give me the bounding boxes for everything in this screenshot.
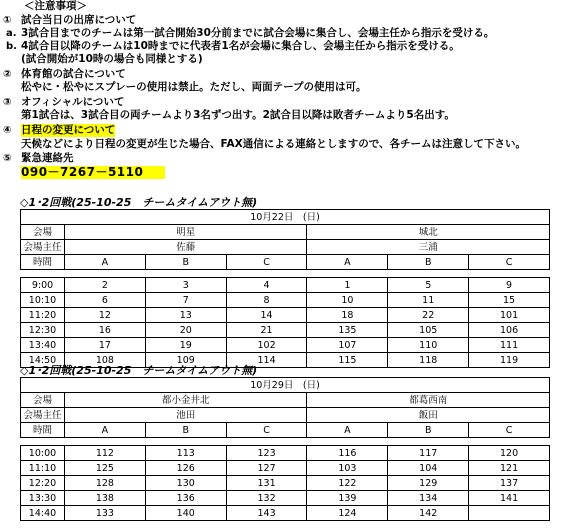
- match-cell: 8: [226, 293, 307, 308]
- match-cell: 101: [469, 308, 550, 323]
- match-cell: 134: [388, 491, 469, 506]
- venue-label: 会場: [21, 393, 65, 408]
- spacer-cell: [21, 438, 550, 446]
- court-header: C: [226, 423, 307, 438]
- note-heading-4-highlight: 日程の変更について: [21, 124, 116, 136]
- note-marker-3: ③: [3, 97, 12, 108]
- spacer-row: [21, 270, 550, 278]
- note-text-b-sub: (試合開始が10時の場合も同様とする): [21, 53, 203, 65]
- match-cell: 137: [469, 476, 550, 491]
- match-cell: 130: [145, 476, 226, 491]
- match-cell: 102: [226, 338, 307, 353]
- match-cell: 111: [469, 338, 550, 353]
- chief-name: 三浦: [307, 240, 550, 255]
- court-header: A: [65, 423, 146, 438]
- match-cell: 16: [65, 323, 146, 338]
- match-cell: 9: [469, 278, 550, 293]
- match-cell: 113: [145, 446, 226, 461]
- venue-row: [21, 225, 550, 240]
- match-cell: 116: [307, 446, 388, 461]
- match-cell: 2: [65, 278, 146, 293]
- schedule-1: [20, 196, 550, 368]
- match-cell: 124: [307, 506, 388, 521]
- time-cell: 13:40: [21, 338, 65, 353]
- note-marker-1: ①: [3, 15, 12, 26]
- match-cell: 106: [469, 323, 550, 338]
- time-label: 時間: [21, 423, 65, 438]
- match-cell: 105: [388, 323, 469, 338]
- match-cell: 117: [388, 446, 469, 461]
- time-cell: 14:40: [21, 506, 65, 521]
- table-row: [21, 506, 550, 521]
- match-cell: 119: [469, 353, 550, 368]
- time-cell: 11:10: [21, 461, 65, 476]
- note-heading-1: 試合当日の出席について: [21, 14, 137, 26]
- table-row: [21, 338, 550, 353]
- court-header: C: [226, 255, 307, 270]
- table-row: [21, 491, 550, 506]
- time-cell: 13:30: [21, 491, 65, 506]
- match-cell: 20: [145, 323, 226, 338]
- match-cell: 109: [145, 353, 226, 368]
- chief-row: [21, 408, 550, 423]
- match-cell: 112: [65, 446, 146, 461]
- emergency-phone: 090－7267－5110: [21, 166, 165, 179]
- note-marker-5: ⑤: [3, 153, 12, 164]
- venue-label: 会場: [21, 225, 65, 240]
- match-cell: 22: [388, 308, 469, 323]
- court-header: A: [307, 423, 388, 438]
- match-cell: 127: [226, 461, 307, 476]
- match-cell: 141: [469, 491, 550, 506]
- schedule-1-table: [20, 209, 550, 368]
- time-cell: 14:50: [21, 353, 65, 368]
- note-marker-2: ②: [3, 69, 12, 80]
- venue-name: 都葛西南: [307, 393, 550, 408]
- chief-label: 会場主任: [21, 408, 65, 423]
- match-cell: 10: [307, 293, 388, 308]
- venue-row: [21, 393, 550, 408]
- table-row: [21, 308, 550, 323]
- match-cell: 118: [388, 353, 469, 368]
- note-text-3: 第1試合は、3試合目の両チームより3名ずつ出す。2試合目以降は敗者チームより5名出す。: [21, 109, 455, 121]
- match-cell: 12: [65, 308, 146, 323]
- note-heading-3: オフィシャルについて: [21, 96, 125, 108]
- match-cell: 143: [226, 506, 307, 521]
- match-cell: 107: [307, 338, 388, 353]
- date-row: [21, 210, 550, 225]
- note-heading-5: 緊急連絡先: [21, 152, 74, 164]
- match-cell: 123: [226, 446, 307, 461]
- match-cell: 1: [307, 278, 388, 293]
- court-header: C: [469, 423, 550, 438]
- match-cell: [469, 506, 550, 521]
- time-label: 時間: [21, 255, 65, 270]
- match-cell: 140: [145, 506, 226, 521]
- match-cell: 6: [65, 293, 146, 308]
- match-cell: 18: [307, 308, 388, 323]
- match-cell: 125: [65, 461, 146, 476]
- time-cell: 10:10: [21, 293, 65, 308]
- schedule-1-date: 10月22日 (日): [21, 210, 550, 225]
- match-cell: 103: [307, 461, 388, 476]
- match-cell: 5: [388, 278, 469, 293]
- match-cell: 132: [226, 491, 307, 506]
- match-cell: 135: [307, 323, 388, 338]
- chief-name: 佐藤: [65, 240, 307, 255]
- match-cell: 115: [307, 353, 388, 368]
- table-row: [21, 278, 550, 293]
- spacer-cell: [21, 270, 550, 278]
- table-row: [21, 476, 550, 491]
- spacer-row: [21, 438, 550, 446]
- table-row: [21, 323, 550, 338]
- schedule-2-table: [20, 377, 550, 521]
- court-header: B: [145, 423, 226, 438]
- match-cell: 17: [65, 338, 146, 353]
- schedule-2: [20, 364, 550, 521]
- chief-name: 飯田: [307, 408, 550, 423]
- match-cell: 11: [388, 293, 469, 308]
- court-header: B: [388, 423, 469, 438]
- match-cell: 13: [145, 308, 226, 323]
- match-cell: 122: [307, 476, 388, 491]
- match-cell: 138: [65, 491, 146, 506]
- match-cell: 128: [65, 476, 146, 491]
- time-cell: 12:30: [21, 323, 65, 338]
- schedule-2-title: ◇1･2回戦(25-10-25 チームタイムアウト無): [20, 364, 258, 377]
- note-marker-a: a.: [6, 28, 17, 39]
- date-row: [21, 378, 550, 393]
- note-heading-2: 体育館の試合について: [21, 68, 126, 80]
- match-cell: 133: [65, 506, 146, 521]
- time-cell: 10:00: [21, 446, 65, 461]
- match-cell: 126: [145, 461, 226, 476]
- match-cell: 142: [388, 506, 469, 521]
- note-marker-4: ④: [3, 125, 12, 136]
- table-row: [21, 461, 550, 476]
- time-cell: 12:20: [21, 476, 65, 491]
- note-text-2: 松やに・松やにスプレーの使用は禁止。ただし、両面テープの使用は可。: [21, 81, 367, 93]
- match-cell: 108: [65, 353, 146, 368]
- notes-header: ＜注意事項＞: [24, 0, 87, 12]
- chief-row: [21, 240, 550, 255]
- note-text-b: 4試合目以降のチームは10時までに代表者1名が会場に集合し、会場主任から指示を受ける。: [21, 40, 460, 52]
- court-header: B: [145, 255, 226, 270]
- match-cell: 14: [226, 308, 307, 323]
- schedule-1-title: ◇1･2回戦(25-10-25 チームタイムアウト無): [20, 196, 258, 209]
- note-text-a: 3試合目までのチームは第一試合開始30分前までに試合会場に集合し、会場主任から指示を受ける。: [21, 27, 495, 39]
- match-cell: 3: [145, 278, 226, 293]
- match-cell: 15: [469, 293, 550, 308]
- match-cell: 7: [145, 293, 226, 308]
- match-cell: 114: [226, 353, 307, 368]
- court-header: A: [65, 255, 146, 270]
- time-cell: 11:20: [21, 308, 65, 323]
- note-text-4: 天候などにより日程の変更が生じた場合、FAX通信による連絡としますので、各チームは注意して下さい。: [21, 138, 526, 150]
- match-cell: 129: [388, 476, 469, 491]
- note-marker-b: b.: [6, 41, 17, 52]
- match-cell: 121: [469, 461, 550, 476]
- match-cell: 120: [469, 446, 550, 461]
- match-cell: 139: [307, 491, 388, 506]
- match-cell: 110: [388, 338, 469, 353]
- chief-name: 池田: [65, 408, 307, 423]
- venue-name: 明星: [65, 225, 307, 240]
- table-row: [21, 293, 550, 308]
- court-header: C: [469, 255, 550, 270]
- venue-name: 都小金井北: [65, 393, 307, 408]
- match-cell: 136: [145, 491, 226, 506]
- match-cell: 19: [145, 338, 226, 353]
- match-cell: 131: [226, 476, 307, 491]
- match-cell: 104: [388, 461, 469, 476]
- court-header: A: [307, 255, 388, 270]
- court-header: B: [388, 255, 469, 270]
- table-row: [21, 446, 550, 461]
- venue-name: 城北: [307, 225, 550, 240]
- time-cell: 9:00: [21, 278, 65, 293]
- chief-label: 会場主任: [21, 240, 65, 255]
- match-cell: 4: [226, 278, 307, 293]
- schedule-2-date: 10月29日 (日): [21, 378, 550, 393]
- match-cell: 21: [226, 323, 307, 338]
- court-header-row: [21, 423, 550, 438]
- court-header-row: [21, 255, 550, 270]
